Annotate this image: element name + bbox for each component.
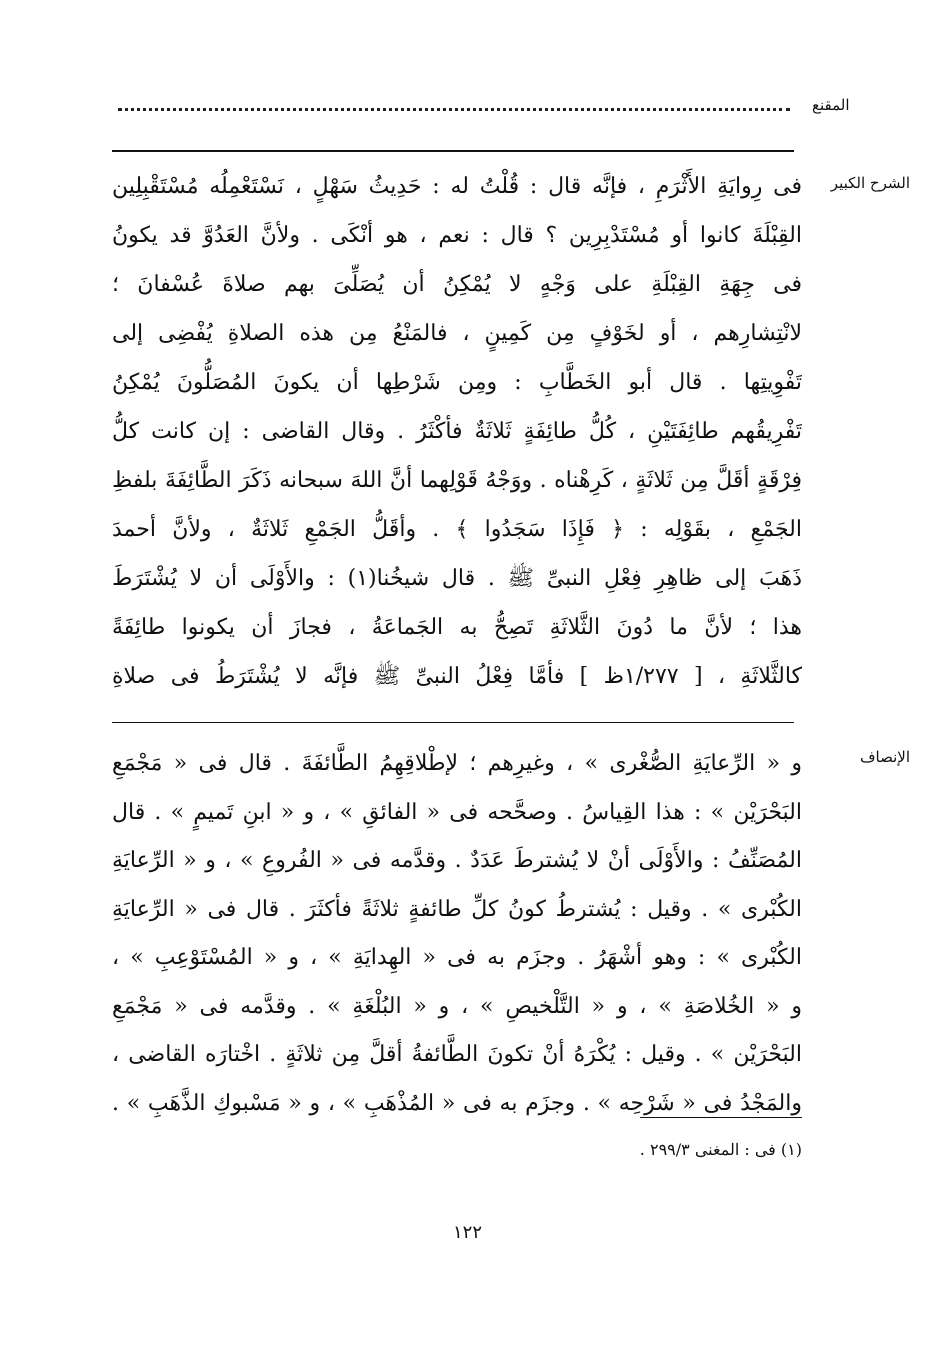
- sharh-line: فى رِوايَةِ الأَثْرَمِ ، فإنَّه قال : قُلْتُ له : حَدِيثُ سَهْلٍ ، نَسْتَعْمِلُه مُسْتَقْبِلِين: [112, 174, 802, 199]
- section-divider: [112, 722, 794, 723]
- sharh-line: ذَهَبَ إلى ظاهِرِ فِعْلِ النبىِّ ﷺ . قال شيخُنا(١) : والأَوْلَى أن لا يُشْتَرَطَ: [112, 566, 802, 591]
- insaf-line: و « الرِّعايَةِ الصُّغْرى » ، وغيرِهم ؛ لإطْلاقِهِمُ الطَّائفَةَ . قال فى « مَجْمَعِ: [112, 751, 802, 776]
- header-dotted-leader: [118, 108, 790, 111]
- sharh-line: تَفْرِيقُهم طائِفَتَيْنِ ، كُلُّ طائِفَةٍ ثَلاثَةٌ فأكْثَرُ . وقال القاضى : إن كانت كلُّ: [112, 419, 802, 444]
- running-header-title: المقنع: [812, 96, 850, 114]
- sharh-line: هذا ؛ لأنَّ ما دُونَ الثَّلاثَةِ تَصِحُّ به الجَماعَةُ ، فجازَ أن يكونوا طائِفَةً: [112, 615, 802, 640]
- sharh-line: فى جِهَةِ القِبْلَةِ على وَجْهٍ لا يُمْكِنُ أن يُصَلِّىَ بهم صلاةَ عُسْفانَ ؛: [112, 272, 802, 297]
- insaf-line: البَحْرَيْن » . وقيل : يُكْرَهُ أنْ تكونَ الطَّائفةُ أقلَّ مِن ثلاثَةٍ . اخْتارَه القاضى ،: [112, 1042, 802, 1067]
- sharh-line: كالثَّلاثَةِ ، [ ١/٢٧٧ظ ] فأمَّا فِعْلُ النبىِّ ﷺ فإنَّه لا يُشْتَرَطُ فى صلاةِ: [112, 664, 802, 689]
- insaf-line: الكُبْرى » . وقيل : يُشترطُ كونُ كلِّ طائفةٍ ثلاثَةً فأكثَرَ . قال فى « الرِّعايَةِ: [112, 896, 802, 922]
- footnote-divider: [640, 1117, 802, 1118]
- sharh-line: القِبْلَةَ كانوا أو مُسْتَدْبِرِين ؟ قال : نعم ، هو أنْكَى . ولأنَّ العَدُوَّ قد يكونُ: [112, 223, 802, 248]
- sharh-text-block: [112, 162, 802, 701]
- insaf-line: و « الخُلاصَةِ » ، و « التَّلْخيصِ » ، و « البُلْغَةِ » . وقدَّمه فى « مَجْمَعِ: [112, 993, 802, 1019]
- insaf-section-label: الإنصاف: [859, 748, 910, 766]
- sharh-line: فِرْقَةٍ أقَلَّ مِن ثَلاثَةٍ ، كَرِهْناه . ووَجْهُ قَوْلِهما أنَّ اللهَ سبحانه ذَكَرَ الطَّائِفَةَ بلفظِ: [112, 468, 802, 493]
- insaf-line: البَحْرَيْن » : هذا القِياسُ . وصحَّحه فى « الفائقِ » ، و « ابنِ تَميمٍ » . قال: [112, 799, 802, 825]
- footnote: (١) فى : المغنى ٢٩٩/٣ .: [639, 1140, 802, 1159]
- insaf-line: والمَجْدُ فى « شَرْحِه » . وجزَم به فى « المُذْهَبِ » ، و « مَسْبوكِ الذَّهَبِ » .: [112, 1090, 802, 1116]
- sharh-section-label: الشرح الكبير: [830, 174, 910, 192]
- sharh-line: تَفْوِيتِها . قال أبو الخَطَّابِ : ومِن شَرْطِها أن يكونَ المُصَلُّونَ يُمْكِنُ: [112, 370, 802, 395]
- page-number: ١٢٢: [452, 1222, 482, 1243]
- insaf-line: المُصَنِّفُ : والأَوْلَى أنْ لا يُشترطَ عَدَدٌ . وقدَّمه فى « الفُروعِ » ، و « الرِّعايَةِ: [112, 848, 802, 873]
- header-rule: [112, 150, 794, 152]
- sharh-line: لانْتِشارِهم ، أو لخَوْفٍ مِن كَمِينٍ ، فالمَنْعُ مِن هذه الصلاةِ يُفْضِى إلى: [112, 321, 802, 346]
- sharh-line: الجَمْعِ ، بقَوْلِه : ﴿ فَإِذَا سَجَدُوا ﴾ . وأقَلُّ الجَمْعِ ثَلاثَةٌ ، ولأنَّ أحمدَ: [112, 517, 802, 542]
- insaf-line: الكُبْرى » : وهو أشْهَرُ . وجزَم به فى « الهِدايَةِ » ، و « المُسْتَوْعِبِ » ،: [112, 945, 802, 970]
- insaf-text-block: [112, 740, 802, 1128]
